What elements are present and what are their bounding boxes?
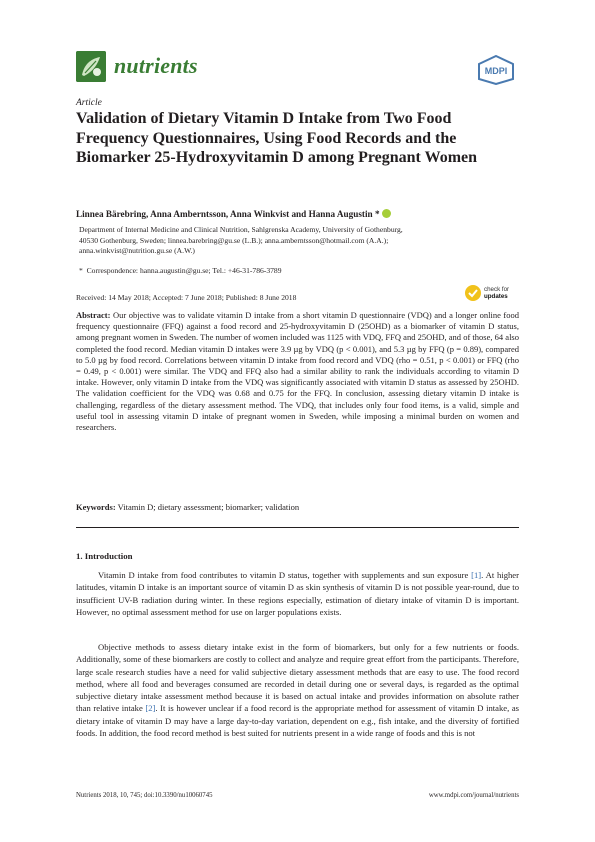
author-names: Linnea Bärebring, Anna Amberntsson, Anna Winkvist and Hanna Augustin * — [76, 209, 380, 219]
affiliation-line: Department of Internal Medicine and Clinical Nutrition, Sahlgrenska Academy, University of Gothenburg, — [79, 225, 403, 234]
intro-paragraph-2 — [76, 641, 519, 739]
author-list — [76, 209, 526, 219]
correspondence — [79, 266, 519, 275]
paragraph-text: . At higher latitudes, vitamin D intake is an important source of vitamin D as skin synthesis of vitamin D is not possible year-round, due to insufficient UV-B radiation during winter. In these regions especially, estimation of dietary intake of vitamin D is important. However, no optimal assessment method for use on larger populations exists. — [76, 570, 519, 617]
keywords — [76, 502, 519, 512]
paragraph-text: Vitamin D intake from food contributes to vitamin D status, together with supplements and sun exposure — [98, 570, 472, 580]
article-type: Article — [76, 98, 102, 108]
keywords-label: Keywords: — [76, 502, 116, 512]
intro-paragraph-1 — [76, 569, 519, 618]
correspondence-marker: * — [79, 266, 83, 275]
affiliation — [79, 225, 519, 257]
section-heading: 1. Introduction — [76, 551, 133, 561]
affiliation-line: 40530 Gothenburg, Sweden; linnea.barebring@gu.se (L.B.); anna.amberntsson@hotmail.com (A.A.); — [79, 235, 389, 245]
check-updates-line2: updates — [484, 293, 508, 300]
check-updates-icon — [464, 283, 482, 303]
paragraph-text: . It is however unclear if a food record is the appropriate method for assessment of vitamin D intake, as dietary intake of vitamin D may have a large day-to-day variation, dependent on e.g., fish intake, and the diversity of fortified foods. In addition, the food record method is best suited for nutrients present in a wide range of foods and this is not — [76, 703, 519, 739]
citation-link[interactable]: [2] — [145, 703, 156, 714]
correspondence-text: Correspondence: hanna.augustin@gu.se; Tel.: +46-31-786-3789 — [86, 266, 282, 275]
paragraph-text: Objective methods to assess dietary intake exist in the form of biomarkers, but only for a few nutrients or foods. Additionally, some of these biomarkers are costly to collect and analyze and require great effort from the participants. Therefore, large scale research studies have a need for valid subjective dietary assessment methods that are easy to use. The food record method, where all food and beverages consumed are recorded in detail during one or several days, is regarded as the optimal subjective dietary intake assessment method because it is based on actual intake and provides information on absolute rather than relative intake — [76, 642, 519, 714]
publication-dates: Received: 14 May 2018; Accepted: 7 June 2018; Published: 8 June 2018 — [76, 293, 297, 302]
keywords-text: Vitamin D; dietary assessment; biomarker; validation — [117, 502, 300, 512]
check-for-updates-badge[interactable] — [464, 283, 534, 303]
footer-citation: Nutrients 2018, 10, 745; doi:10.3390/nu10060745 — [76, 792, 213, 799]
journal-logo-icon — [76, 51, 106, 82]
abstract-label: Abstract: — [76, 310, 111, 320]
journal-name: nutrients — [114, 53, 198, 78]
citation-link[interactable]: [1] — [471, 570, 482, 580]
affiliation-line: anna.winkvist@nutrition.gu.se (A.W.) — [79, 246, 195, 256]
abstract — [76, 310, 519, 433]
divider — [76, 527, 519, 528]
orcid-icon[interactable] — [382, 209, 391, 218]
footer-url[interactable]: www.mdpi.com/journal/nutrients — [428, 792, 519, 799]
article-title: Validation of Dietary Vitamin D Intake from Two Food Frequency Questionnaires, Using Food Records and the Biomarker 25-Hydroxyvitamin D among Pregnant Women — [76, 110, 478, 167]
mdpi-logo-text: MDPI — [484, 66, 508, 76]
check-updates-line1: check for — [484, 286, 510, 293]
abstract-text: Our objective was to validate vitamin D intake from a short vitamin D questionnaire (VDQ) and a longer online food frequency questionnaire (FFQ) against a food record and 25-hydroxyvitamin D (25OHD) as a biomarker of vitamin D status, among pregnant women in Sweden. The number of women included was 1125 with VDQ, FFQ and 25OHD, and of those, 64 also completed the food record. Median vitamin D intakes were 3.9 µg by VDQ (p < 0.001), and 5.3 µg by FFQ (p = 0.89), compared to 5.0 µg by food record. Correlations between vitamin D intake from food record and VDQ (rho = 0.51, p < 0.001) or FFQ (rho = 0.49, p < 0.001) were similar. The VDQ and FFQ also had a similar ability to rank the individuals according to vitamin D intake. However, only vitamin D intake from the VDQ was significantly associated with vitamin D status as assessed by 25OHD. The validation coefficient for the VDQ was 0.68 and 0.75 for the FFQ. In conclusion, assessing dietary vitamin D intake is challenging, regardless of the dietary assessment method. The VDQ, that includes only four food items, is a valid, simple and useful tool in assessing vitamin D intake of pregnant women in Sweden, while imposing a minimal burden on women and researchers. — [76, 310, 520, 433]
mdpi-logo-icon — [476, 55, 516, 85]
